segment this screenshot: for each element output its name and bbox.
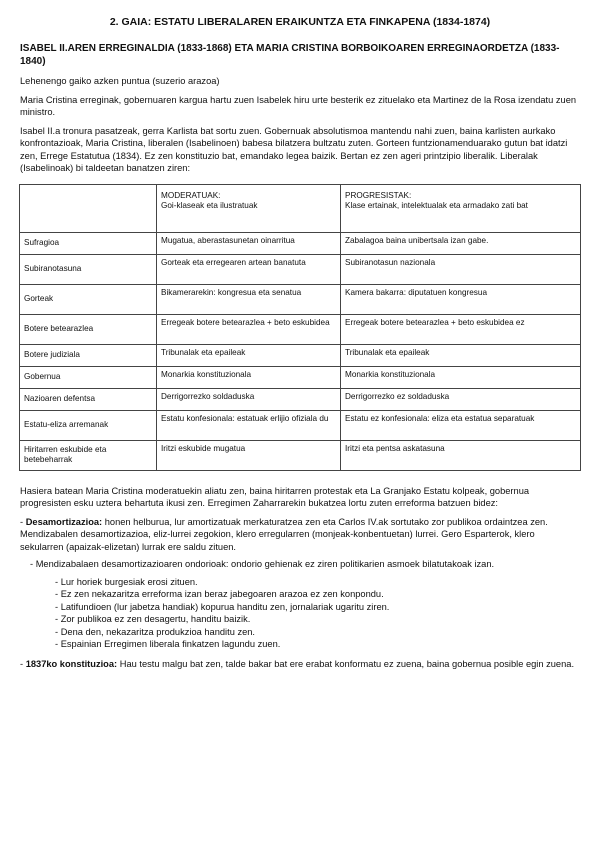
table-row [20, 232, 581, 254]
desamortizazioa-text: honen helburua, lur amortizatuak merkaturatzea zen eta Carlos IV.ak sortutako zor publikoa ordaintzea zen. Mendizabalen desamortizazioa, eliz-lurrei zegokion, klero erregularren (monjeak-konbentuetan) lurrei. Gero Esparterok, klero sekularren (apaizak-elizetan) lurrak ere saldu zituen. [20, 516, 548, 552]
desamortizazioa-consequences: - Mendizabalaen desamortizazioaren ondorioak: ondorio gehienak ez ziren politikarien asmoek bilatutakoak izan. [30, 559, 495, 569]
konstituzioa-text: Hau testu malgu bat zen, talde bakar bat ere erabat konformatu ez zuena, baina gobernua posible egin zuena. [117, 659, 575, 670]
table-row [20, 388, 581, 410]
liberals-comparison-table [19, 184, 581, 471]
row-progresistak: Estatu ez konfesionala: eliza eta estatua separatuak [341, 410, 581, 440]
row-progresistak: Kamera bakarra: diputatuen kongresua [341, 284, 581, 314]
moderatuak-subtitle: Goi-klaseak eta ilustratuak [161, 201, 258, 210]
list-item: - Espainian Erregimen liberala finkatzen lagundu zuen. [55, 638, 580, 651]
progresistak-title: PROGRESISTAK: [345, 190, 412, 200]
desamortizazioa-bullet: - Desamortizazioa: honen helburua, lur amortizatuak merkaturatzea zen eta Carlos IV.ak sortutako zor publikoa ordaintzea zen. Mendizabalen desamortizazioa, eliz-lurrei zegokion, klero erregularren (monjeak-konbentuetan) lurrei. Gero Esparterok, klero sekularren (apaizak-elizetan) lurrak ere saldu zituen. [20, 516, 548, 552]
row-label: Sufragioa [20, 232, 157, 254]
paragraph-reforms: Hasiera batean Maria Cristina moderatuekin aliatu zen, baina hiritarren protestak eta La Granjako Estatu kolpeak, gobernua progresisten esku uztera behartuta ikusi zen. Erregimen Zaharrarekin bukatzea lortu zuten erreforma batzuen bidez: [20, 485, 530, 508]
progresistak-subtitle: Klase ertainak, intelektualak eta armadako zati bat [345, 201, 528, 210]
table-row [20, 344, 581, 366]
table-row [20, 440, 581, 470]
document-title: 2. GAIA: ESTATU LIBERALAREN ERAIKUNTZA ETA FINKAPENA (1834-1874) [109, 16, 491, 28]
row-moderatuak: Monarkia konstituzionala [157, 366, 341, 388]
row-progresistak: Tribunalak eta epaileak [341, 344, 581, 366]
row-label: Gorteak [20, 284, 157, 314]
row-progresistak: Zabalagoa baina unibertsala izan gabe. [341, 232, 581, 254]
row-progresistak: Monarkia konstituzionala [341, 366, 581, 388]
row-label: Nazioaren defentsa [20, 388, 157, 410]
consequences-list [55, 576, 580, 652]
list-item: - Lur horiek burgesiak erosi zituen. [55, 576, 580, 589]
table-row [20, 314, 581, 344]
row-moderatuak: Mugatua, aberastasunetan oinarritua [157, 232, 341, 254]
row-label: Gobernua [20, 366, 157, 388]
row-moderatuak: Erregeak botere betearazlea + beto eskubidea [157, 314, 341, 344]
list-item: - Latifundioen (lur jabetza handiak) kopurua handitu zen, jornalariak ugaritu ziren. [55, 601, 580, 614]
table-header-empty [20, 184, 157, 232]
list-item: - Zor publikoa ez zen desagertu, handitu baizik. [55, 613, 580, 626]
row-moderatuak: Iritzi eskubide mugatua [157, 440, 341, 470]
paragraph-carlist-war: Isabel II.a tronura pasatzeak, gerra Karlista bat sortu zuen. Gobernuak absolutismoa mantendu nahi zuen, baina karlisten aurkako konfrontazioak, Maria Cristina, liberalen (Isabelinoen) babesa bilatzera bultzatu zuten. Gorteen funtzionamenduarako gutun bat idatzi zen, Errege Estatutua (1834). Ez zen konstituzio bat, emandako legea baizik. Bertan ez zen ageri printzipio liberalik. Liberalak (Isabelinoak) bi taldeetan banatzen ziren: [20, 125, 568, 173]
document-page [20, 16, 580, 676]
row-moderatuak: Bikamerarekin: kongresua eta senatua [157, 284, 341, 314]
table-row [20, 410, 581, 440]
row-moderatuak: Gorteak eta erregearen artean banatuta [157, 254, 341, 284]
row-label: Botere judiziala [20, 344, 157, 366]
table-header-progresistak [341, 184, 581, 232]
row-progresistak: Erregeak botere betearazlea + beto eskubidea ez [341, 314, 581, 344]
row-label: Botere betearazlea [20, 314, 157, 344]
row-moderatuak: Tribunalak eta epaileak [157, 344, 341, 366]
paragraph-regency: Maria Cristina erreginak, gobernuaren kargua hartu zuen Isabelek hiru urte besterik ez zituelako eta Martinez de la Rosa izendatu zuen ministro. [20, 94, 577, 117]
row-progresistak: Subiranotasun nazionala [341, 254, 581, 284]
table-header-moderatuak [157, 184, 341, 232]
desamortizazioa-lead: Desamortizazioa: [25, 516, 103, 527]
list-item: - Dena den, nekazaritza produkzioa handitu zen. [55, 626, 580, 639]
row-label: Estatu-eliza arremanak [20, 410, 157, 440]
intro-note: Lehenengo gaiko azken puntua (suzerio arazoa) [20, 76, 220, 86]
konstituzioa-lead: 1837ko konstituzioa: [25, 659, 118, 670]
moderatuak-title: MODERATUAK: [161, 190, 221, 200]
row-moderatuak: Derrigorrezko soldaduska [157, 388, 341, 410]
table-row [20, 366, 581, 388]
row-progresistak: Iritzi eta pentsa askatasuna [341, 440, 581, 470]
row-label: Hiritarren eskubide eta betebeharrak [20, 440, 157, 470]
row-label: Subiranotasuna [20, 254, 157, 284]
konstituzioa-bullet: - 1837ko konstituzioa: Hau testu malgu bat zen, talde bakar bat ere erabat konformatu ez zuena, baina gobernua posible egin zuena. [20, 659, 575, 670]
table-header-row [20, 184, 581, 232]
row-progresistak: Derrigorrezko ez soldaduska [341, 388, 581, 410]
table-row [20, 254, 581, 284]
list-item: - Ez zen nekazaritza erreforma izan beraz jabegoaren arazoa ez zen konpondu. [55, 588, 580, 601]
table-row [20, 284, 581, 314]
section-title: ISABEL II.AREN ERREGINALDIA (1833-1868) ETA MARIA CRISTINA BORBOIKOAREN ERREGINAORDETZA (1833-1840) [20, 43, 560, 67]
consequences-intro: Mendizabalaen desamortizazioaren ondorioak: ondorio gehienak ez ziren politikarien asmoek bilatutakoak izan. [35, 559, 495, 569]
row-moderatuak: Estatu konfesionala: estatuak erlijio ofiziala du [157, 410, 341, 440]
